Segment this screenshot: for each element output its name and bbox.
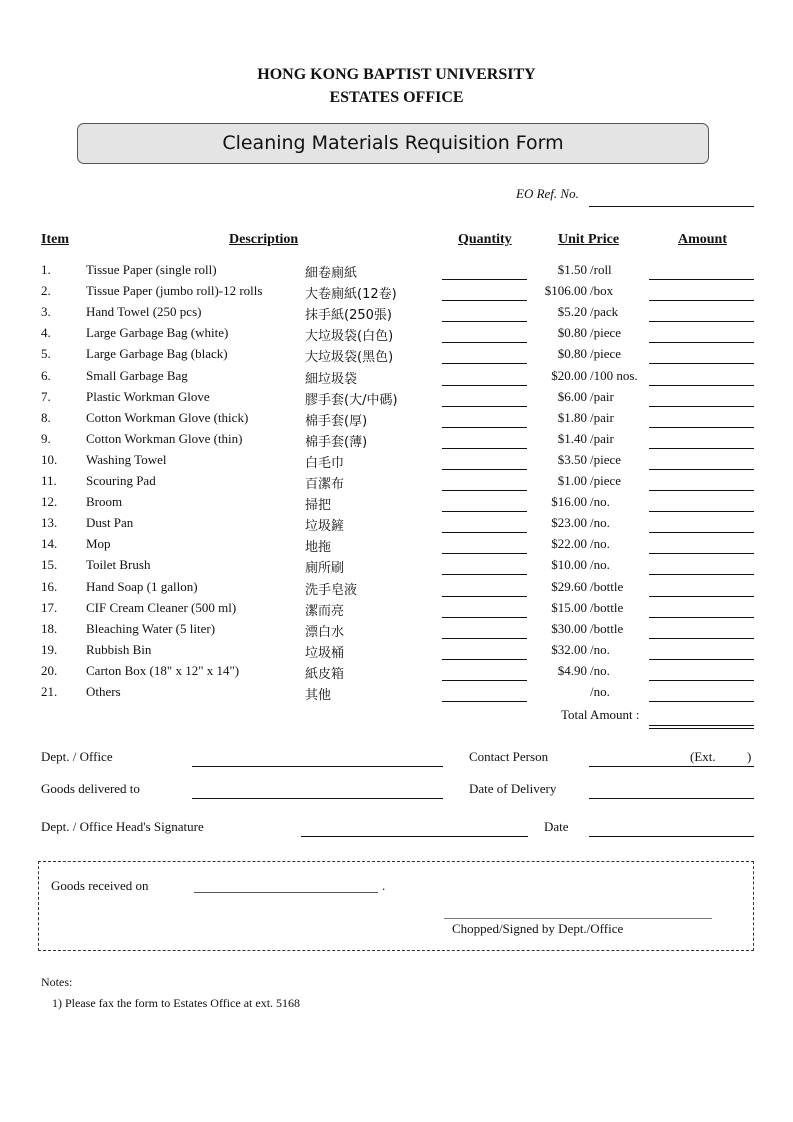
quantity-field[interactable]	[442, 617, 527, 618]
ref-no-label: EO Ref. No.	[516, 186, 579, 201]
item-chinese-name: 抹手紙(250張)	[305, 308, 392, 324]
unit-label: /no.	[590, 641, 610, 657]
unit-label: /no.	[590, 494, 610, 510]
item-number: 14.	[41, 536, 58, 552]
item-description: Hand Soap (1 gallon)	[86, 578, 198, 594]
item-description: CIF Cream Cleaner (500 ml)	[86, 599, 237, 615]
table-row	[0, 325, 793, 346]
unit-label: /bottle	[590, 578, 624, 594]
item-description: Tissue Paper (jumbo roll)-12 rolls	[86, 283, 263, 299]
table-row	[0, 389, 793, 410]
item-chinese-name: 掃把	[305, 498, 332, 514]
amount-field[interactable]	[649, 300, 754, 301]
unit-price: $6.00	[557, 388, 587, 404]
item-description: Small Garbage Bag	[86, 367, 188, 383]
unit-label: /no.	[590, 557, 610, 573]
unit-price: $1.50	[557, 262, 587, 277]
item-description: Washing Towel	[86, 451, 167, 467]
unit-price: $0.80	[557, 346, 587, 362]
amount-field[interactable]	[649, 701, 754, 702]
unit-price: $16.00	[551, 494, 587, 510]
item-description: Broom	[86, 494, 123, 510]
item-chinese-name: 棉手套(厚)	[305, 413, 368, 429]
col-quantity-header: Quantity	[458, 232, 512, 247]
goods-received-field[interactable]	[194, 892, 378, 893]
item-description: Plastic Workman Glove	[86, 388, 210, 404]
item-number: 10.	[41, 451, 58, 467]
item-number: 5.	[41, 346, 51, 362]
item-number: 17.	[41, 599, 58, 615]
unit-price: $32.00	[551, 641, 587, 657]
item-chinese-name: 細垃圾袋	[305, 371, 358, 387]
contact-person-field[interactable]	[589, 766, 754, 767]
unit-label: /bottle	[590, 620, 624, 636]
unit-label: /no.	[590, 515, 610, 531]
item-chinese-name: 棉手套(薄)	[305, 434, 368, 450]
item-number: 2.	[41, 283, 51, 299]
col-item-header: Item	[41, 232, 69, 247]
quantity-field[interactable]	[442, 574, 527, 575]
amount-field[interactable]	[649, 448, 754, 449]
goods-received-box	[38, 861, 754, 951]
unit-price: $1.00	[557, 473, 587, 488]
ref-no-field[interactable]	[589, 206, 754, 207]
quantity-field[interactable]	[442, 448, 527, 449]
quantity-field[interactable]	[442, 363, 527, 364]
item-number: 3.	[41, 304, 51, 320]
quantity-field[interactable]	[442, 511, 527, 512]
goods-delivered-field[interactable]	[192, 798, 443, 799]
item-chinese-name: 其他	[305, 688, 332, 703]
item-chinese-name: 膠手套(大/中碼)	[305, 392, 398, 408]
col-unit-price-header: Unit Price	[558, 232, 620, 247]
unit-label: /no.	[590, 536, 610, 552]
table-row	[0, 494, 793, 515]
quantity-field[interactable]	[442, 680, 527, 681]
quantity-field[interactable]	[442, 321, 527, 322]
item-number: 21.	[41, 684, 58, 699]
amount-field[interactable]	[649, 617, 754, 618]
amount-field[interactable]	[649, 279, 754, 280]
table-row	[0, 452, 793, 473]
dept-office-field[interactable]	[192, 766, 443, 767]
amount-field[interactable]	[649, 406, 754, 407]
item-description: Mop	[86, 536, 111, 552]
item-description: Others	[86, 684, 121, 699]
unit-label: /pack	[590, 304, 619, 320]
item-number: 18.	[41, 620, 58, 636]
unit-label: /100 nos.	[590, 367, 638, 383]
university-name: HONG KONG BAPTIST UNIVERSITY	[257, 66, 536, 83]
unit-price: $1.80	[557, 409, 587, 425]
item-number: 16.	[41, 578, 58, 594]
item-number: 19.	[41, 641, 58, 657]
unit-label: /piece	[590, 451, 622, 467]
table-row	[0, 304, 793, 325]
unit-label: /pair	[590, 409, 614, 425]
date-of-delivery-field[interactable]	[589, 798, 754, 799]
unit-price: $4.90	[557, 662, 587, 678]
quantity-field[interactable]	[442, 300, 527, 301]
item-number: 7.	[41, 388, 51, 404]
ext-close: )	[747, 749, 752, 764]
amount-field[interactable]	[649, 532, 754, 533]
table-row	[0, 621, 793, 642]
unit-label: /pair	[590, 430, 614, 446]
quantity-field[interactable]	[442, 490, 527, 491]
form-title: Cleaning Materials Requisition Form	[77, 123, 709, 164]
item-number: 12.	[41, 494, 58, 510]
unit-label: /piece	[590, 346, 622, 362]
item-number: 15.	[41, 557, 58, 573]
item-description: Bleaching Water (5 liter)	[86, 620, 216, 636]
unit-label: /roll	[590, 262, 612, 277]
quantity-field[interactable]	[442, 701, 527, 702]
quantity-field[interactable]	[442, 427, 527, 428]
quantity-field[interactable]	[442, 406, 527, 407]
item-description: Hand Towel (250 pcs)	[86, 304, 202, 320]
total-amount-double-line	[649, 728, 754, 729]
quantity-field[interactable]	[442, 596, 527, 597]
table-row	[0, 346, 793, 367]
unit-price: $5.20	[557, 304, 587, 320]
table-row	[0, 600, 793, 621]
item-chinese-name: 垃圾桶	[305, 645, 345, 661]
col-amount-header: Amount	[678, 232, 728, 247]
total-amount-label: Total Amount :	[561, 707, 640, 722]
unit-price: $15.00	[551, 599, 587, 615]
item-chinese-name: 大卷廁紙(12卷)	[305, 287, 397, 303]
unit-price: $106.00	[544, 283, 587, 299]
item-chinese-name: 垃圾鏟	[305, 519, 345, 535]
amount-field[interactable]	[649, 342, 754, 343]
item-number: 1.	[41, 262, 51, 277]
amount-field[interactable]	[649, 385, 754, 386]
ext-label: (Ext.	[690, 749, 716, 764]
item-number: 4.	[41, 325, 51, 341]
item-description: Cotton Workman Glove (thin)	[86, 430, 243, 446]
item-chinese-name: 洗手皂液	[305, 582, 358, 598]
quantity-field[interactable]	[442, 342, 527, 343]
unit-price: $23.00	[551, 515, 587, 531]
quantity-field[interactable]	[442, 638, 527, 639]
unit-label: /bottle	[590, 599, 624, 615]
table-row	[0, 473, 793, 494]
item-number: 13.	[41, 515, 58, 531]
item-description: Large Garbage Bag (white)	[86, 325, 229, 341]
quantity-field[interactable]	[442, 469, 527, 470]
item-chinese-name: 大垃圾袋(黑色)	[305, 350, 394, 366]
unit-label: /box	[590, 283, 614, 299]
item-chinese-name: 廁所刷	[305, 561, 345, 577]
head-signature-label: Dept. / Office Head's Signature	[41, 819, 204, 834]
office-name: ESTATES OFFICE	[329, 89, 464, 106]
unit-price: $1.40	[557, 430, 587, 446]
amount-field[interactable]	[649, 553, 754, 554]
contact-person-label: Contact Person	[469, 749, 549, 764]
table-row	[0, 663, 793, 684]
table-row	[0, 684, 793, 705]
goods-received-label: Goods received on	[51, 878, 149, 893]
total-amount-field[interactable]	[649, 725, 754, 726]
table-row	[0, 557, 793, 578]
unit-price: $0.80	[557, 325, 587, 341]
table-row	[0, 515, 793, 536]
unit-label: /no.	[590, 684, 610, 699]
head-signature-field[interactable]	[301, 836, 528, 837]
table-row	[0, 368, 793, 389]
amount-field[interactable]	[649, 511, 754, 512]
item-description: Toilet Brush	[86, 557, 151, 573]
unit-label: /pair	[590, 388, 614, 404]
item-chinese-name: 紙皮箱	[305, 666, 345, 682]
goods-delivered-label: Goods delivered to	[41, 781, 140, 796]
table-row	[0, 642, 793, 663]
item-number: 9.	[41, 430, 51, 446]
item-description: Scouring Pad	[86, 473, 156, 488]
amount-field[interactable]	[649, 363, 754, 364]
item-description: Tissue Paper (single roll)	[86, 262, 217, 277]
amount-field[interactable]	[649, 490, 754, 491]
quantity-field[interactable]	[442, 553, 527, 554]
item-description: Cotton Workman Glove (thick)	[86, 409, 249, 425]
quantity-field[interactable]	[442, 532, 527, 533]
table-row	[0, 410, 793, 431]
item-description: Rubbish Bin	[86, 641, 152, 657]
amount-field[interactable]	[649, 680, 754, 681]
table-row	[0, 536, 793, 557]
chopped-signed-label: Chopped/Signed by Dept./Office	[452, 921, 624, 936]
item-chinese-name: 細卷廁紙	[305, 266, 358, 281]
amount-field[interactable]	[649, 638, 754, 639]
amount-field[interactable]	[649, 596, 754, 597]
unit-price: $22.00	[551, 536, 587, 552]
col-description-header: Description	[229, 232, 299, 247]
item-chinese-name: 漂白水	[305, 624, 345, 640]
amount-field[interactable]	[649, 574, 754, 575]
amount-field[interactable]	[649, 427, 754, 428]
item-chinese-name: 潔而亮	[305, 603, 345, 619]
unit-price: $29.60	[551, 578, 587, 594]
dept-office-label: Dept. / Office	[41, 749, 113, 764]
item-chinese-name: 大垃圾袋(白色)	[305, 329, 394, 345]
unit-price: $3.50	[557, 451, 587, 467]
item-number: 6.	[41, 367, 51, 383]
date-label: Date	[544, 819, 569, 834]
item-description: Large Garbage Bag (black)	[86, 346, 228, 362]
unit-label: /no.	[590, 662, 610, 678]
chopped-signature-field[interactable]	[444, 918, 712, 919]
date-field[interactable]	[589, 836, 754, 837]
item-description: Dust Pan	[86, 515, 134, 531]
item-number: 11.	[41, 473, 57, 488]
amount-field[interactable]	[649, 659, 754, 660]
goods-received-period: .	[382, 878, 386, 893]
quantity-field[interactable]	[442, 279, 527, 280]
note-item: 1) Please fax the form to Estates Office at ext. 5168	[52, 996, 301, 1010]
item-number: 20.	[41, 662, 58, 678]
unit-label: /piece	[590, 325, 622, 341]
table-row	[0, 262, 793, 283]
unit-price: $30.00	[551, 620, 587, 636]
quantity-field[interactable]	[442, 659, 527, 660]
table-row	[0, 579, 793, 600]
item-number: 8.	[41, 409, 51, 425]
table-row	[0, 283, 793, 304]
unit-label: /piece	[590, 473, 622, 488]
item-chinese-name: 白毛巾	[305, 455, 345, 471]
item-chinese-name: 百潔布	[305, 477, 345, 492]
quantity-field[interactable]	[442, 385, 527, 386]
item-description: Carton Box (18" x 12" x 14")	[86, 662, 240, 678]
unit-price: $10.00	[551, 557, 587, 573]
amount-field[interactable]	[649, 469, 754, 470]
table-row	[0, 431, 793, 452]
item-chinese-name: 地拖	[305, 540, 332, 556]
notes-title: Notes:	[41, 975, 73, 989]
date-of-delivery-label: Date of Delivery	[469, 781, 557, 796]
amount-field[interactable]	[649, 321, 754, 322]
unit-price: $20.00	[551, 367, 587, 383]
